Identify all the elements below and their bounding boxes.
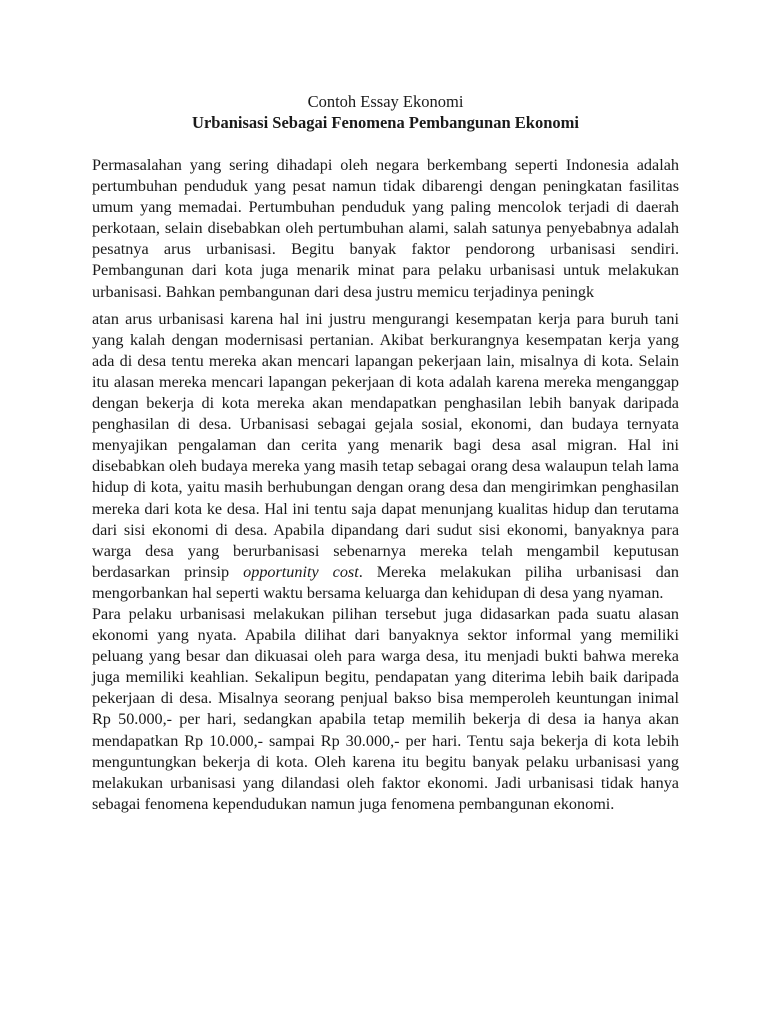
paragraph-2-text-b: . Mereka melakukan piliha urbanisasi dan mengorbankan hal seperti waktu bersama keluarga dan kehidupan di desa yang nyaman. [92,562,679,602]
paragraph-3: Para pelaku urbanisasi melakukan pilihan tersebut juga didasarkan pada suatu alasan ekonomi yang nyata. Apabila dilihat dari banyaknya sektor informal yang memiliki peluang yang besar dan dikuasai oleh para warga desa, itu menjadi bukti bahwa mereka juga memiliki keahlian. Sekalipun begitu, pendapatan yang diterima lebih baik daripada pekerjaan di desa. Misalnya seorang penjual bakso bisa memperoleh keuntungan inimal Rp 50.000,- per hari, sedangkan apabila tetap memilih bekerja di desa ia hanya akan mendapatkan Rp 10.000,- sampai Rp 30.000,- per hari. Tentu saja bekerja di kota lebih menguntungkan bekerja di kota. Oleh karena itu begitu banyak pelaku urbanisasi yang melakukan urbanisasi yang dilandasi oleh faktor ekonomi. Jadi urbanisasi tidak hanya sebagai fenomena kependudukan namun juga fenomena pembangunan ekonomi. [92,604,679,813]
paragraph-2-text-a: atan arus urbanisasi karena hal ini justru mengurangi kesempatan kerja para buruh tani yang kalah dengan modernisasi pertanian. Akibat berkurangnya kesempatan kerja yang ada di desa tentu mereka akan mencari lapangan pekerjaan lain, misalnya di kota. Selain itu alasan mereka mencari lapangan pekerjaan di kota adalah karena mereka menganggap dengan bekerja di kota mereka akan mendapatkan penghasilan lebih banyak daripada penghasilan di desa. Urbanisasi sebagai gejala sosial, ekonomi, dan budaya ternyata menyajikan pengalaman dan cerita yang menarik bagi desa asal migran. Hal ini disebabkan oleh budaya mereka yang masih tetap sebagai orang desa walaupun telah lama hidup di kota, yaitu masih berhubungan dengan orang desa dan mengirimkan penghasilan mereka dari kota ke desa. Hal ini tentu saja dapat menunjang kualitas hidup dan terutama dari sisi ekonomi di desa. Apabila dipandang dari sudut sisi ekonomi, banyaknya para warga desa yang berurbanisasi sebenarnya mereka telah mengambil keputusan berdasarkan prinsip [92,309,679,581]
paragraph-1: Permasalahan yang sering dihadapi oleh negara berkembang seperti Indonesia adalah pertumbuhan penduduk yang pesat namun tidak dibarengi dengan peningkatan fasilitas umum yang memadai. Pertumbuhan penduduk yang paling mencolok terjadi di daerah perkotaan, selain disebabkan oleh pertumbuhan alami, salah satunya penyebabnya adalah pesatnya arus urbanisasi. Begitu banyak faktor pendorong urbanisasi sendiri. Pembangunan dari kota juga menarik minat para pelaku urbanisasi untuk melakukan urbanisasi. Bahkan pembangunan dari desa justru memicu terjadinya peningk [92,156,679,301]
paragraph-2-italic-term: opportunity cost [243,562,359,581]
document-title: Urbanisasi Sebagai Fenomena Pembangunan Ekonomi [192,113,579,132]
document-page [92,91,679,815]
document-label: Contoh Essay Ekonomi [307,92,464,111]
paragraph-2 [92,309,679,604]
